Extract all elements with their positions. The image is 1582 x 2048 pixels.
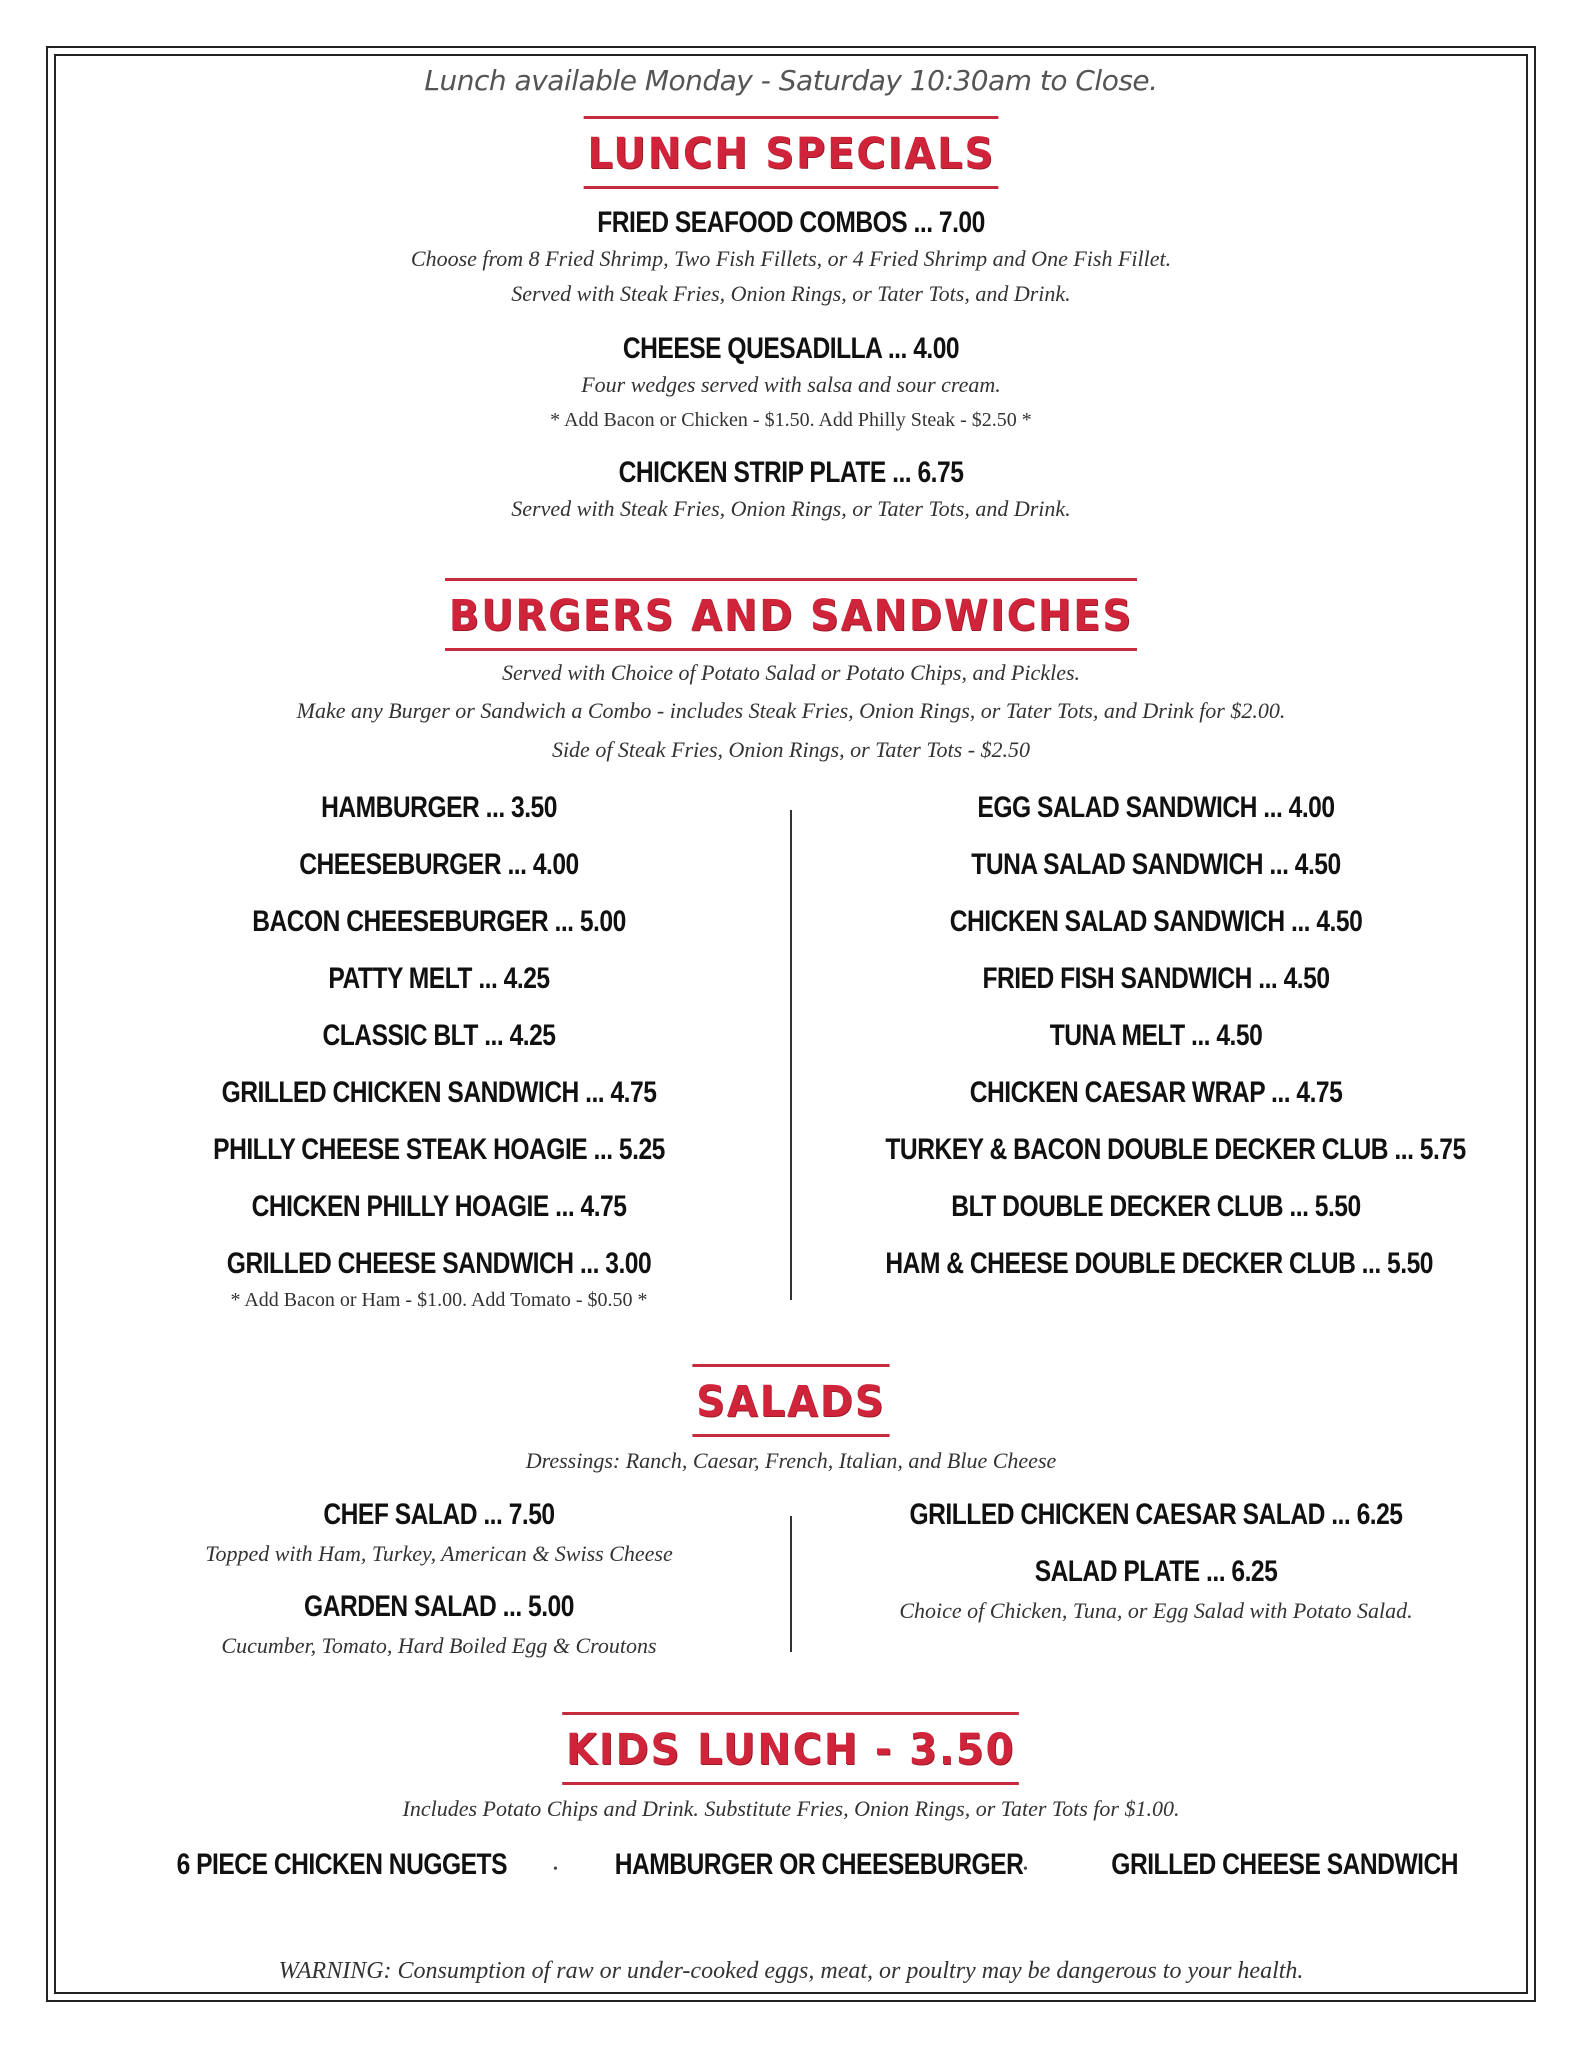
kids-title: KIDS LUNCH - 3.50 (563, 1712, 1020, 1785)
menu-item-chicken-salad-sandwich: CHICKEN SALAD SANDWICH ... 4.50 (949, 905, 1363, 938)
item-addon-note: * Add Bacon or Ham - $1.00. Add Tomato - $0.50 * (230, 1289, 648, 1311)
salads-header (0, 1364, 1582, 1437)
menu-item-tuna-melt: TUNA MELT ... 4.50 (1049, 1019, 1263, 1052)
menu-item-turkey-bacon-club: TURKEY & BACON DOUBLE DECKER CLUB ... 5.75 (885, 1133, 1466, 1166)
menu-item-egg-salad-sandwich: EGG SALAD SANDWICH ... 4.00 (977, 791, 1335, 824)
kids-item-chicken-nuggets: 6 PIECE CHICKEN NUGGETS (176, 1848, 508, 1881)
item-description: Served with Steak Fries, Onion Rings, or Tater Tots, and Drink. (511, 496, 1071, 521)
menu-item-chicken-philly-hoagie: CHICKEN PHILLY HOAGIE ... 4.75 (251, 1190, 627, 1223)
item-description: Topped with Ham, Turkey, American & Swiss Cheese (205, 1541, 673, 1566)
separator-dot: • (1023, 1862, 1028, 1877)
kids-item-hamburger-or-cheeseburger: HAMBURGER OR CHEESEBURGER (614, 1848, 1024, 1881)
lunch-specials-title: LUNCH SPECIALS (583, 116, 998, 189)
menu-item-chef-salad: CHEF SALAD ... 7.50 (323, 1498, 555, 1531)
availability-note: Lunch available Monday - Saturday 10:30am to Close. (424, 64, 1158, 97)
item-description: Cucumber, Tomato, Hard Boiled Egg & Croutons (221, 1633, 657, 1658)
menu-item-bacon-cheeseburger: BACON CHEESEBURGER ... 5.00 (252, 905, 626, 938)
menu-item-fried-fish-sandwich: FRIED FISH SANDWICH ... 4.50 (982, 962, 1330, 995)
salad-dressings: Dressings: Ranch, Caesar, French, Italian, and Blue Cheese (525, 1448, 1057, 1473)
item-addon-note: * Add Bacon or Chicken - $1.50. Add Philly Steak - $2.50 * (550, 409, 1032, 431)
menu-item-philly-cheese-steak-hoagie: PHILLY CHEESE STEAK HOAGIE ... 5.25 (213, 1133, 665, 1166)
menu-item-garden-salad: GARDEN SALAD ... 5.00 (304, 1590, 574, 1623)
item-description: Choose from 8 Fried Shrimp, Two Fish Fillets, or 4 Fried Shrimp and One Fish Fillet. (410, 246, 1172, 271)
menu-item-chicken-caesar-wrap: CHICKEN CAESAR WRAP ... 4.75 (969, 1076, 1343, 1109)
burgers-header (0, 578, 1582, 651)
burgers-title: BURGERS AND SANDWICHES (445, 578, 1137, 651)
separator-dot: • (553, 1862, 558, 1877)
kids-header (0, 1712, 1582, 1785)
menu-item-grilled-cheese-sandwich: GRILLED CHEESE SANDWICH ... 3.00 (226, 1247, 652, 1280)
burgers-intro-line: Make any Burger or Sandwich a Combo - includes Steak Fries, Onion Rings, or Tater Tots, and Drink for $2.00. (296, 698, 1286, 723)
kids-item-grilled-cheese: GRILLED CHEESE SANDWICH (1111, 1848, 1459, 1881)
burgers-intro-line: Served with Choice of Potato Salad or Potato Chips, and Pickles. (501, 660, 1081, 685)
menu-item-grilled-chicken-caesar-salad: GRILLED CHICKEN CAESAR SALAD ... 6.25 (909, 1498, 1403, 1531)
kids-description: Includes Potato Chips and Drink. Substitute Fries, Onion Rings, or Tater Tots for $1.00. (402, 1796, 1180, 1821)
lunch-specials-header (0, 116, 1582, 189)
burgers-intro-line: Side of Steak Fries, Onion Rings, or Tater Tots - $2.50 (551, 737, 1031, 762)
menu-item-grilled-chicken-sandwich: GRILLED CHICKEN SANDWICH ... 4.75 (221, 1076, 657, 1109)
salads-title: SALADS (693, 1364, 890, 1437)
menu-item-patty-melt: PATTY MELT ... 4.25 (328, 962, 550, 995)
menu-item-chicken-strip-plate: CHICKEN STRIP PLATE ... 6.75 (618, 456, 964, 489)
item-description: Four wedges served with salsa and sour cream. (581, 372, 1001, 397)
item-description: Served with Steak Fries, Onion Rings, or Tater Tots, and Drink. (511, 281, 1071, 306)
menu-item-cheeseburger: CHEESEBURGER ... 4.00 (299, 848, 579, 881)
menu-item-ham-cheese-club: HAM & CHEESE DOUBLE DECKER CLUB ... 5.50 (885, 1247, 1433, 1280)
menu-item-salad-plate: SALAD PLATE ... 6.25 (1034, 1555, 1278, 1588)
column-divider (790, 810, 792, 1300)
item-description: Choice of Chicken, Tuna, or Egg Salad with Potato Salad. (899, 1598, 1413, 1623)
menu-item-classic-blt: CLASSIC BLT ... 4.25 (322, 1019, 556, 1052)
menu-item-tuna-salad-sandwich: TUNA SALAD SANDWICH ... 4.50 (971, 848, 1341, 881)
menu-item-cheese-quesadilla: CHEESE QUESADILLA ... 4.00 (622, 332, 960, 365)
menu-item-hamburger: HAMBURGER ... 3.50 (321, 791, 557, 824)
menu-item-blt-club: BLT DOUBLE DECKER CLUB ... 5.50 (951, 1190, 1361, 1223)
menu-item-fried-seafood-combos: FRIED SEAFOOD COMBOS ... 7.00 (597, 206, 985, 239)
column-divider (790, 1516, 792, 1652)
health-warning: WARNING: Consumption of raw or under-cooked eggs, meat, or poultry may be dangerous to your health. (278, 1958, 1304, 1984)
